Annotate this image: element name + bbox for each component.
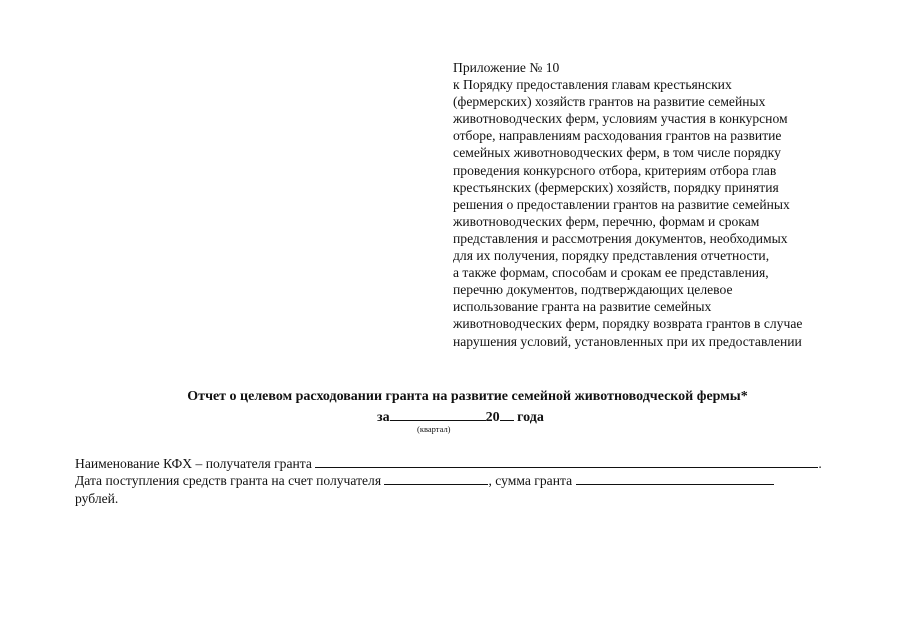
grant-sum-blank[interactable]	[576, 472, 774, 485]
receipt-date-row	[75, 472, 774, 489]
appendix-line: животноводческих ферм, порядку возврата грантов в случае	[453, 316, 803, 332]
currency-row	[75, 490, 118, 507]
recipient-name-blank[interactable]	[315, 455, 818, 468]
year-suffix: года	[517, 410, 544, 425]
appendix-line: решения о предоставлении грантов на развитие семейных	[453, 196, 790, 212]
appendix-line: крестьянских (фермерских) хозяйств, порядку принятия	[453, 179, 779, 195]
appendix-line: проведения конкурсного отбора, критериям отбора глав	[453, 162, 777, 178]
recipient-name-end: .	[818, 456, 822, 471]
appendix-line: для их получения, порядку представления отчетности,	[453, 248, 770, 264]
appendix-line: животноводческих ферм, перечню, формам и срокам	[453, 213, 760, 229]
appendix-line: к Порядку предоставления главам крестьянских	[453, 77, 732, 93]
appendix-line: перечню документов, подтверждающих целевое	[453, 282, 733, 298]
year-blank[interactable]	[500, 407, 514, 421]
currency-label: рублей.	[75, 491, 119, 506]
receipt-date-blank[interactable]	[384, 472, 488, 485]
appendix-line: нарушения условий, установленных при их предоставлении	[453, 333, 802, 349]
receipt-date-label: Дата поступления средств гранта на счет получателя	[75, 473, 382, 488]
appendix-header	[453, 59, 873, 350]
appendix-line: семейных животноводческих ферм, в том числе порядку	[453, 145, 781, 161]
grant-sum-label: , сумма гранта	[488, 473, 573, 488]
report-title: Отчет о целевом расходовании гранта на развитие семейной животноводческой фермы*	[187, 389, 748, 404]
period-prefix: за	[377, 410, 390, 425]
year-prefix: 20	[485, 410, 500, 425]
appendix-line: использование гранта на развитие семейных	[453, 299, 712, 315]
appendix-line: животноводческих ферм, условиям участия в конкурсном	[453, 111, 788, 127]
appendix-line: а также формам, способам и срокам ее представления,	[453, 265, 769, 281]
recipient-name-row	[75, 455, 822, 472]
appendix-line: отборе, направлениям расходования грантов на развитие	[453, 128, 782, 144]
appendix-line: представления и рассмотрения документов, необходимых	[453, 230, 788, 246]
recipient-name-label: Наименование КФХ – получателя гранта	[75, 456, 312, 471]
quarter-caption: (квартал)	[417, 424, 451, 434]
appendix-line: (фермерских) хозяйств грантов на развитие семейных	[453, 94, 766, 110]
appendix-line: Приложение № 10	[453, 60, 560, 75]
quarter-blank[interactable]	[390, 407, 486, 421]
report-period	[377, 407, 544, 426]
